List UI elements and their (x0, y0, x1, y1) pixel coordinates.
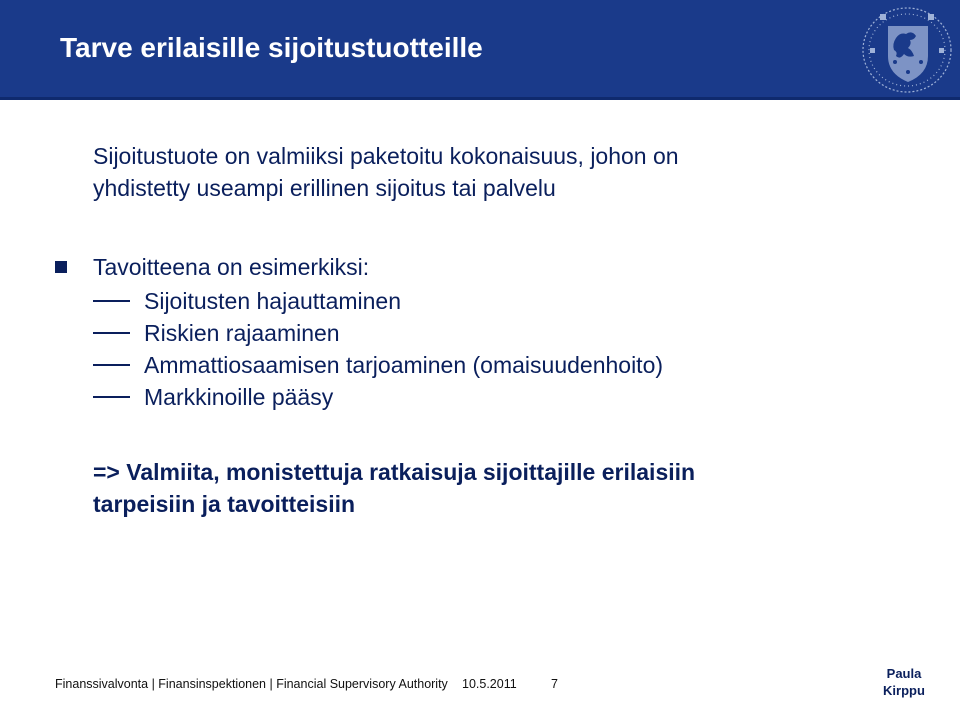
intro-line-2: yhdistetty useampi erillinen sijoitus tai palvelu (93, 175, 556, 201)
conclusion-paragraph (93, 456, 913, 520)
header-divider (0, 97, 960, 100)
footer-organization: Finanssivalvonta | Finansinspektionen | Financial Supervisory Authority (55, 677, 448, 691)
author-last-name: Kirppu (883, 683, 925, 698)
footer-page-number: 7 (551, 677, 558, 691)
dash-icon (93, 364, 130, 366)
finnish-lion-emblem-icon (858, 4, 956, 96)
sub-item-text: Riskien rajaaminen (144, 320, 340, 346)
footer-author (883, 665, 925, 699)
sub-item-text: Markkinoille pääsy (144, 384, 334, 410)
intro-line-1: Sijoitustuote on valmiiksi paketoitu kokonaisuus, johon on (93, 143, 679, 169)
header-bar (0, 0, 960, 100)
sub-item-text: Sijoitusten hajauttaminen (144, 288, 401, 314)
dash-icon (93, 332, 130, 334)
conclusion-line-2: tarpeisiin ja tavoitteisiin (93, 491, 356, 517)
dash-icon (93, 396, 130, 398)
author-first-name: Paula (886, 666, 922, 681)
bullet-text: Tavoitteena on esimerkiksi: (93, 254, 370, 280)
slide-title: Tarve erilaisille sijoitustuotteille (60, 32, 483, 63)
sub-item-text: Ammattiosaamisen tarjoaminen (omaisuudenhoito) (144, 352, 664, 378)
bullet-square-icon (55, 261, 67, 273)
footer-date: 10.5.2011 (462, 677, 517, 691)
intro-paragraph (93, 140, 893, 204)
dash-icon (93, 300, 130, 302)
conclusion-line-1: => Valmiita, monistettuja ratkaisuja sijoittajille erilaisiin (93, 459, 696, 485)
